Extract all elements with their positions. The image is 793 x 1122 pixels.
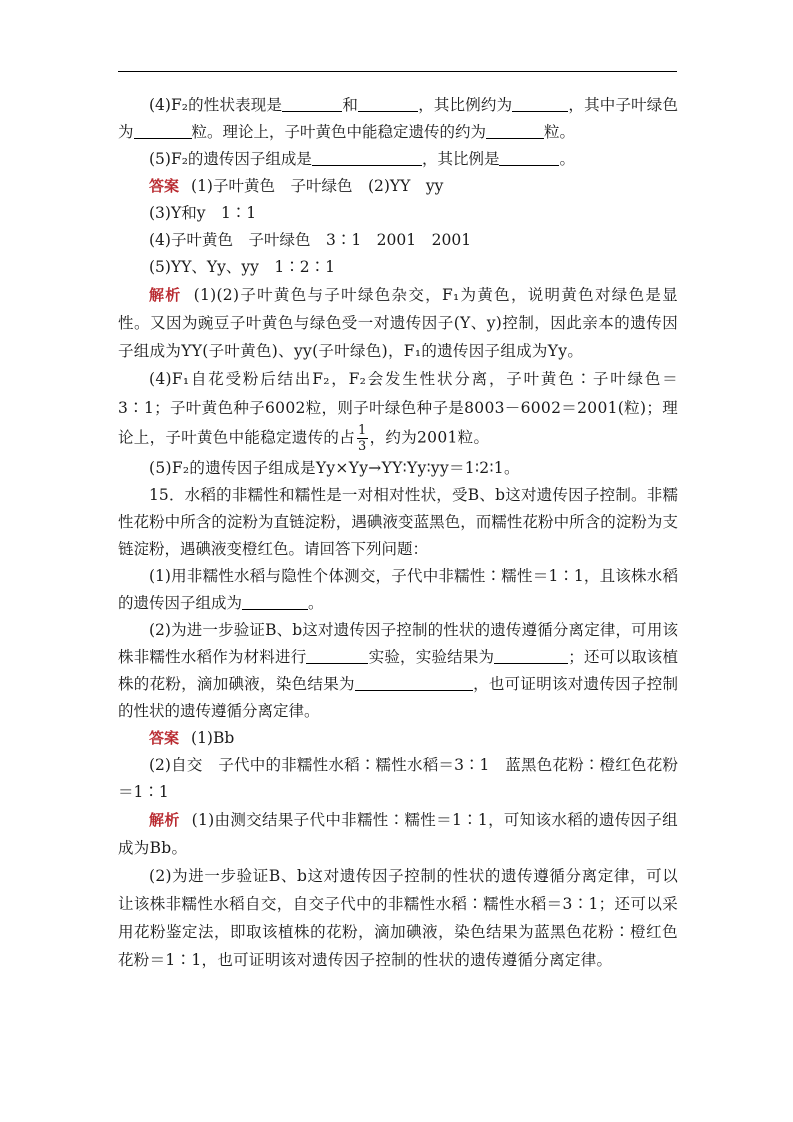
answer-14-line: (4)子叶黄色 子叶绿色 3∶1 2001 2001 [149, 231, 472, 249]
question-14-5: (5)F₂的遗传因子组成是 ，其比例是 。 [149, 150, 575, 168]
explanation-label: 解析 [149, 811, 180, 829]
header-rule [118, 71, 677, 72]
answer-15-line: (2)自交 子代中的非糯性水稻∶糯性水稻＝3∶1 蓝黑色花粉∶橙红色花粉＝1∶1 [118, 756, 678, 801]
fraction: $\frac{1}{3}$ [358, 423, 367, 454]
answer-blank [486, 122, 544, 139]
answer-14-line: (3)Y和y 1∶1 [149, 204, 257, 222]
explanation-14-para: (5)F₂的遗传因子组成是Yy×Yy→YY∶Yy∶yy＝1∶2∶1。 [149, 459, 520, 477]
explanation-14: 解析 (1)(2)子叶黄色与子叶绿色杂交，F₁为黄色，说明黄色对绿色是显性。又因为豌豆子叶黄色与绿色受一对遗传因子(Y、y)控制，因此亲本的遗传因子组成为YY(子叶黄色)、yy(子叶绿色)，F₁的遗传因子组成为Yy。 [118, 286, 678, 360]
answer-blank [494, 647, 568, 664]
answer-blank [242, 593, 308, 610]
answer-14-line: (5)YY、Yy、yy 1∶2∶1 [149, 258, 336, 276]
answer-label: 答案 [149, 177, 180, 195]
explanation-label: 解析 [149, 286, 182, 304]
answer-blank [282, 95, 342, 112]
explanation-14-para: (4)F₁自花受粉后结出F₂，F₂会发生性状分离，子叶黄色∶子叶绿色＝3∶1；子叶黄色种子6002粒，则子叶绿色种子是8003－6002＝2001(粒)；理论上，子叶黄色中能稳定遗传的占 $\frac{1}{3}$ ，约为2001粒。 [118, 370, 678, 454]
answer-14: 答案 (1)子叶黄色 子叶绿色 (2)YY yy [149, 177, 444, 195]
answer-blank [512, 95, 568, 112]
explanation-15-para: (2)为进一步验证B、b这对遗传因子控制的性状的遗传遵循分离定律，可以让该株非糯性水稻自交，自交子代中的非糯性水稻∶糯性水稻＝3∶1；还可以采用花粉鉴定法，即取该植株的花粉，滴加碘液，染色结果为蓝黑色花粉∶橙红色花粉＝1∶1，也可证明该对遗传因子控制的性状的遗传遵循分离定律。 [118, 867, 678, 969]
answer-blank [358, 95, 418, 112]
question-15-stem: 15．水稻的非糯性和糯性是一对相对性状，受B、b这对遗传因子控制。非糯性花粉中所含的淀粉为直链淀粉，遇碘液变蓝黑色，而糯性花粉中所含的淀粉为支链淀粉，遇碘液变橙红色。请回答下列问题： [118, 486, 678, 558]
explanation-15: 解析 (1)由测交结果子代中非糯性∶糯性＝1∶1，可知该水稻的遗传因子组成为Bb。 [118, 811, 678, 857]
answer-blank [312, 149, 422, 166]
question-15-2: (2)为进一步验证B、b这对遗传因子控制的性状的遗传遵循分离定律，可用该株非糯性水稻作为材料进行 实验，实验结果为 ；还可以取该植株的花粉，滴加碘液，染色结果为 ，也可证明该对遗传因子控制的性状的遗传遵循分离定律。 [118, 621, 678, 720]
answer-blank [134, 122, 192, 139]
answer-label: 答案 [149, 729, 180, 747]
answer-15: 答案 (1)Bb [149, 729, 235, 747]
answer-blank [306, 647, 368, 664]
answer-blank [499, 149, 559, 166]
answer-blank [355, 674, 473, 691]
document-body [118, 92, 678, 974]
question-15-1: (1)用非糯性水稻与隐性个体测交，子代中非糯性∶糯性＝1∶1，且该株水稻的遗传因子组成为 。 [118, 567, 678, 612]
question-14-4: (4)F₂的性状表现是 和 ，其比例约为 ，其中子叶绿色为 粒。理论上，子叶黄色中能稳定遗传的约为 粒。 [118, 96, 678, 141]
